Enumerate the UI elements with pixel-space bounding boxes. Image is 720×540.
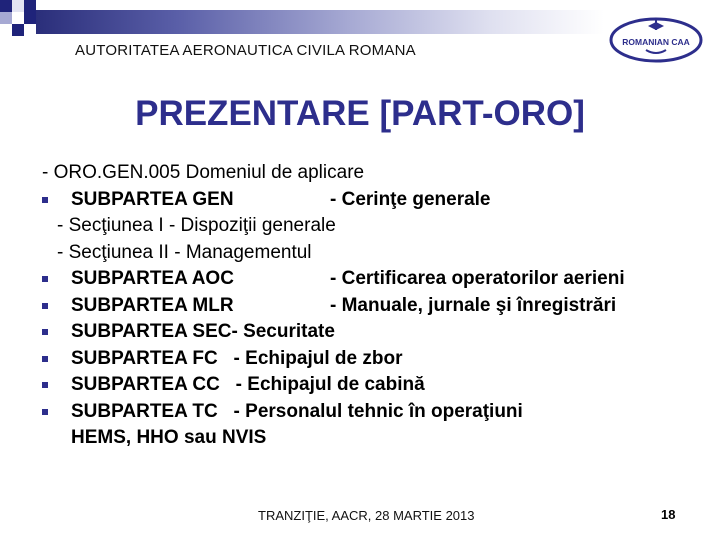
slide-content bbox=[42, 160, 702, 452]
header-gradient-band bbox=[36, 10, 604, 34]
list-item-cc: SUBPARTEA CC - Echipajul de cabină bbox=[42, 372, 702, 399]
section-2-line: - Secţiunea II - Managementul bbox=[57, 241, 312, 263]
intro-line: - ORO.GEN.005 Domeniul de aplicare bbox=[42, 162, 365, 183]
square-bullet-icon bbox=[42, 329, 48, 335]
corner-square-5 bbox=[12, 12, 24, 24]
corner-square-3 bbox=[24, 0, 36, 12]
corner-square-4 bbox=[0, 12, 12, 24]
organization-name: AUTORITATEA AERONAUTICA CIVILA ROMANA bbox=[75, 42, 416, 59]
square-bullet-icon bbox=[42, 382, 48, 388]
square-bullet-icon bbox=[42, 276, 48, 282]
section-1-line: - Secţiunea I - Dispoziţii generale bbox=[57, 215, 336, 236]
page-number: 18 bbox=[661, 507, 676, 522]
list-item-tc: SUBPARTEA TC - Personalul tehnic în operaţiuni bbox=[42, 399, 702, 426]
romanian-caa-logo bbox=[608, 16, 704, 64]
list-item-gen: SUBPARTEA GEN - Cerinţe generale bbox=[42, 187, 702, 214]
svg-text:ROMANIAN CAA: ROMANIAN CAA bbox=[622, 37, 690, 47]
corner-square-7 bbox=[12, 24, 24, 36]
footer-text: TRANZIŢIE, AACR, 28 MARTIE 2013 bbox=[258, 508, 475, 523]
list-item-mlr: SUBPARTEA MLR - Manuale, jurnale şi înregistrări bbox=[42, 293, 702, 320]
square-bullet-icon bbox=[42, 409, 48, 415]
corner-square-1 bbox=[0, 0, 12, 12]
corner-square-6 bbox=[24, 12, 36, 24]
corner-square-2 bbox=[12, 0, 24, 12]
list-item-sec: SUBPARTEA SEC- Securitate bbox=[42, 319, 702, 346]
square-bullet-icon bbox=[42, 303, 48, 309]
list-item-tc-continuation: HEMS, HHO sau NVIS bbox=[71, 427, 267, 448]
square-bullet-icon bbox=[42, 356, 48, 362]
square-bullet-icon bbox=[42, 197, 48, 203]
list-item-fc: SUBPARTEA FC - Echipajul de zbor bbox=[42, 346, 702, 373]
slide-title: PREZENTARE [PART-ORO] bbox=[135, 94, 585, 133]
list-item-aoc: SUBPARTEA AOC - Certificarea operatorilor aerieni bbox=[42, 266, 702, 293]
